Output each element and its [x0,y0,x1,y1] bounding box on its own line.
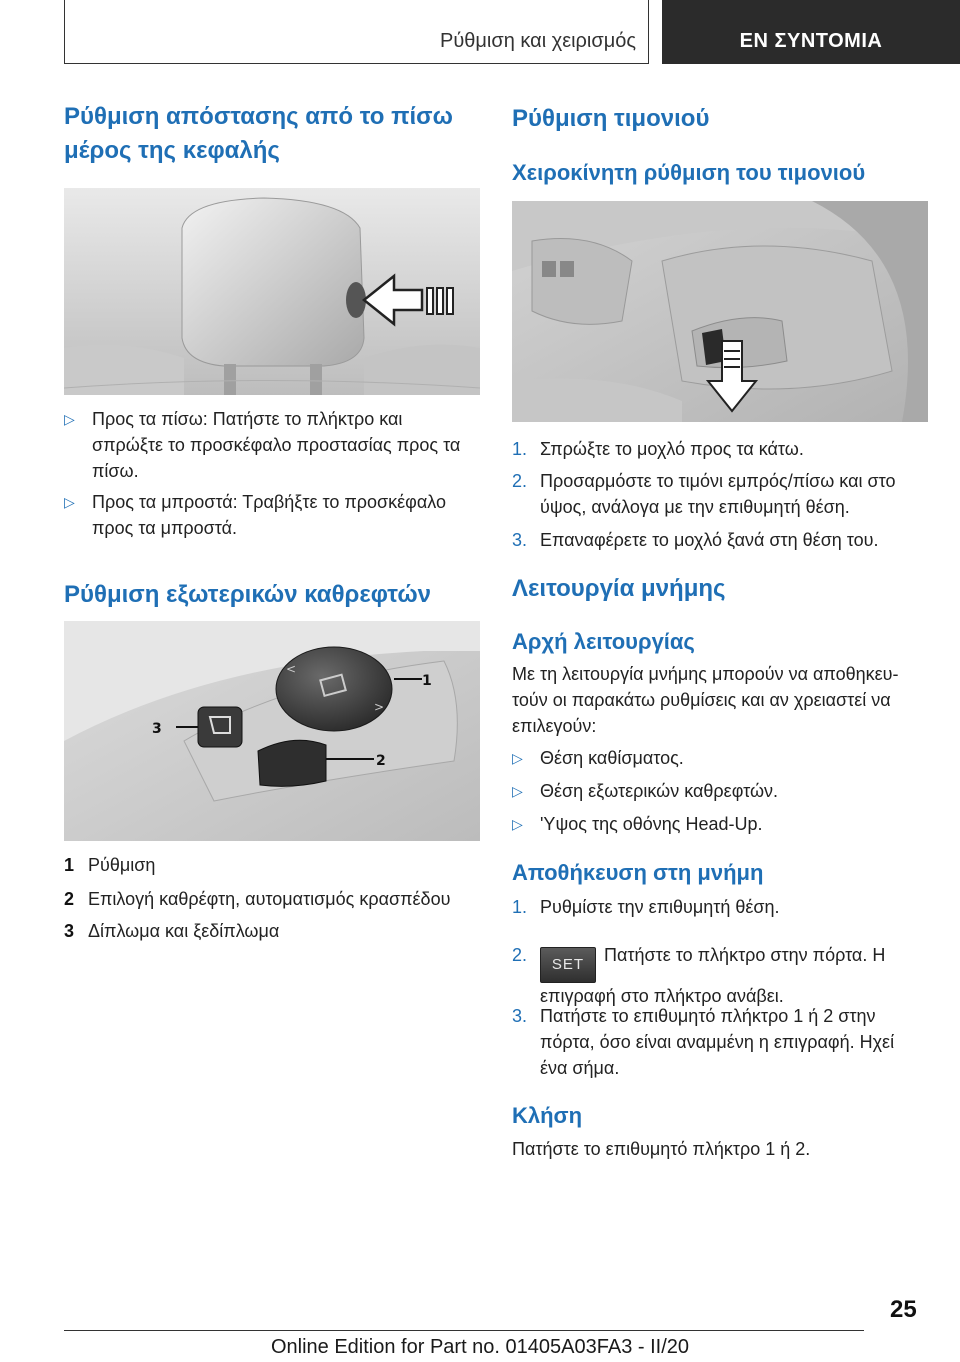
page-header [64,0,960,64]
memory-bullet: ▷ 'Υψος της οθόνης Head-Up. [512,811,928,837]
svg-text:>: > [374,700,385,714]
steering-step: 2. Προσαρμόστε το τιμόνι εμπρός/πίσω και στο ύψος, ανάλογα με την επιθυμητή θέση. [512,471,896,517]
memory-recall-heading: Κλήση [512,1103,583,1128]
headrest-bullet-forward: ▷ Προς τα μπροστά: Τραβήξτε το προσκέφαλο προς τα μπροστά. [64,489,480,541]
memory-principle-heading: Αρχή λειτουργίας [512,629,695,654]
legend-item: 1 Ρύθμιση [64,855,156,875]
memory-store-heading: Αποθήκευση στη μνήμη [512,860,764,885]
set-button-icon: SET [540,947,596,983]
header-section-tab [64,0,649,64]
memory-recall-text: Πατήστε το επιθυμητό πλήκτρο 1 ή 2. [512,1139,811,1159]
header-chapter-tab [662,0,960,64]
steering-heading: Ρύθμιση τιμονιού [512,105,710,132]
footer-divider [64,1330,864,1331]
footer-edition: Online Edition for Part no. 01405A03FA3 - II/20 [270,1336,690,1358]
steering-step: 3. Επαναφέρετε το μοχλό ξανά στη θέση του. [512,530,879,550]
memory-bullet: ▷ Θέση καθίσματος. [512,745,928,771]
legend-item: 3 Δίπλωμα και ξεδίπλωμα [64,921,280,941]
store-step: 1. Ρυθμίστε την επιθυμητή θέση. [512,897,780,917]
mirror-controls-image [64,621,480,841]
steering-step: 1. Σπρώξτε το μοχλό προς τα κάτω. [512,439,804,459]
page-number: 25 [890,1296,917,1323]
triangle-bullet-icon: ▷ [512,816,523,832]
store-step: 2. SET Πατήστε το πλήκτρο στην πόρτα. Η επιγραφή στο πλήκτρο ανάβει. [512,945,886,1006]
mirror-callout-2: 2 [376,753,386,769]
mirror-callout-3: 3 [152,721,162,737]
triangle-bullet-icon: ▷ [512,750,523,766]
mirror-callout-1: 1 [422,673,432,689]
headrest-heading: Ρύθμιση απόστασης από το πίσω μέρος της κεφαλής [64,103,453,164]
memory-heading: Λειτουργία μνήμης [512,575,726,602]
triangle-bullet-icon: ▷ [512,783,523,799]
triangle-bullet-icon: ▷ [64,411,75,427]
legend-item: 2 Επιλογή καθρέφτη, αυτοματισμός κρασπέδου [64,889,451,909]
steering-subheading: Χειροκίνητη ρύθμιση του τιμονιού [512,160,866,185]
header-section-title: Ρύθμιση και χειρισμός [439,30,636,52]
store-step: 3. Πατήστε το επιθυμητό πλήκτρο 1 ή 2 στην πόρτα, όσο είναι αναμμένη η επιγραφή. Ηχεί ένα σήμα. [512,1006,895,1078]
mirrors-heading: Ρύθμιση εξωτερικών καθρεφτών [64,581,431,608]
memory-principle-text: Με τη λειτουργία μνήμης μπορούν να αποθηκευ‐ τούν οι παρακάτω ρυθμίσεις και αν χρειαστεί να επιλεγούν: [512,664,899,736]
svg-text:<: < [286,662,297,676]
header-chapter-title: ΕΝ ΣΥΝΤΟΜΙΑ [739,30,883,52]
triangle-bullet-icon: ▷ [64,494,75,510]
steering-lever-image [512,201,928,422]
headrest-image [64,188,480,395]
headrest-bullet-back: ▷ Προς τα πίσω: Πατήστε το πλήκτρο και σπρώξτε το προσκέφαλο προστασίας προς τα πίσω. [64,406,480,484]
memory-bullet: ▷ Θέση εξωτερικών καθρεφτών. [512,778,928,804]
